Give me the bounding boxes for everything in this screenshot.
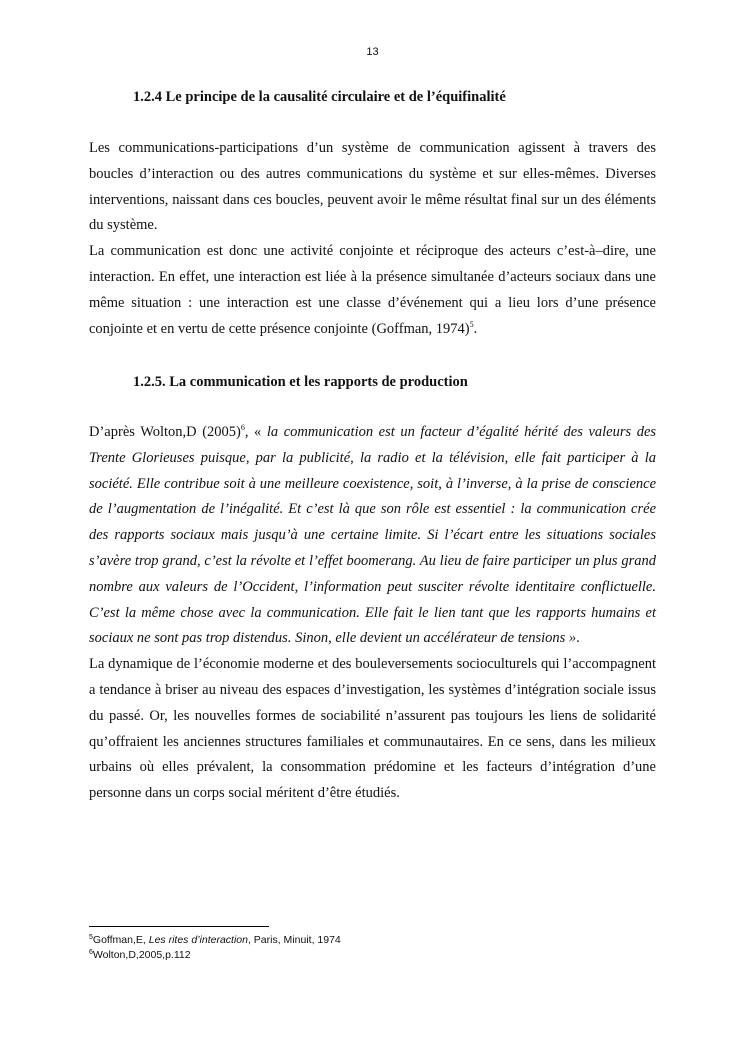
footnote-6-text: Wolton,D,2005,p.112 [92,948,191,961]
footnote-5-author: Goffman,E, [92,934,149,946]
section-heading-1-2-4: 1.2.4 Le principe de la causalité circulaire et de l’équifinalité [133,89,506,105]
page-number: 13 [366,46,379,58]
quote-end-punct: . [576,630,580,647]
section-1-2-5-body [89,420,656,807]
quote-text: la communication est un facteur d’égalité hérité des valeurs des Trente Glorieuses puisque, par la publicité, la radio et la télévision, elle fait participer à la société. Elle contribue soit à une meilleure coexistence, soit, à l’inverse, à la prise de conscience de l’augmentation de l’inégalité. Et c’est là que son rôle est essentiel : la communication crée des rapports sociaux mais jusqu’à une certaine limite. Si l’écart entre les situations sociales s’avère trop grand, c’est la révolte et l’effet boomerang. Au lieu de faire participer un plus grand nombre aux valeurs de l’Occident, l’information peut susciter révolte identitaire conflictuelle. C’est la même chose avec la communication. Elle fait le lien tant que les rapports humains et sociaux ne sont pas trop distendus. Sinon, elle devient un accélérateur de tensions » [89,424,657,647]
footnote-6 [89,948,341,963]
footnote-ref-6[interactable]: 6 [240,423,245,432]
paragraph-boucles: Les communications-participations d’un système de communication agissent à travers des boucles d’interaction ou des autres communications du système et sur elles-mêmes. Diverses interventions, naissant dans ces boucles, peuvent avoir le même résultat final sur un des éléments du système. [89,140,656,234]
footnote-5-title: Les rites d’interaction [148,934,248,946]
footnote-mark-5: 5 [89,934,93,941]
paragraph-activite-conjointe-text: La communication est donc une activité conjointe et réciproque des acteurs c’est-à–dire, une interaction. En effet, une interaction est liée à la présence simultanée d’acteurs sociaux dans une même situation : une interaction est une classe d’événement qui a lieu lors d’une présence conjointe et en vertu de cette présence conjointe (Goffman, 1974) [89,243,656,337]
section-heading-1-2-5: 1.2.5. La communication et les rapports de production [133,374,468,390]
footnotes [89,933,341,962]
footnote-5 [89,933,341,948]
footnote-separator [89,926,269,927]
footnote-ref-5[interactable]: 5 [469,319,474,329]
footnote-5-rest: , Paris, Minuit, 1974 [247,934,341,946]
quote-open: , « [244,424,267,440]
paragraph-dynamique: La dynamique de l’économie moderne et des bouleversements socioculturels qui l’accompagnent a tendance à briser au niveau des espaces d’investigation, les systèmes d’intégration sociale issus du passé. Or, les nouvelles formes de sociabilité n’assurent pas toujours les liens de solidarité qu’offraient les anciennes structures familiales et communautaires. En ce sens, dans les milieux urbains où elles prévalent, la consommation prédomine et les facteurs d’intégration d’une personne dans un corps social méritent d’être étudiés. [89,656,656,802]
paragraph-activite-conjointe [89,239,656,342]
paragraph-end-punct: . [473,320,478,337]
paragraph-wolton-quote [89,420,656,652]
footnote-mark-6: 6 [89,948,93,956]
section-1-2-4-body [89,136,656,342]
quote-intro: D’après Wolton,D (2005) [89,424,241,440]
